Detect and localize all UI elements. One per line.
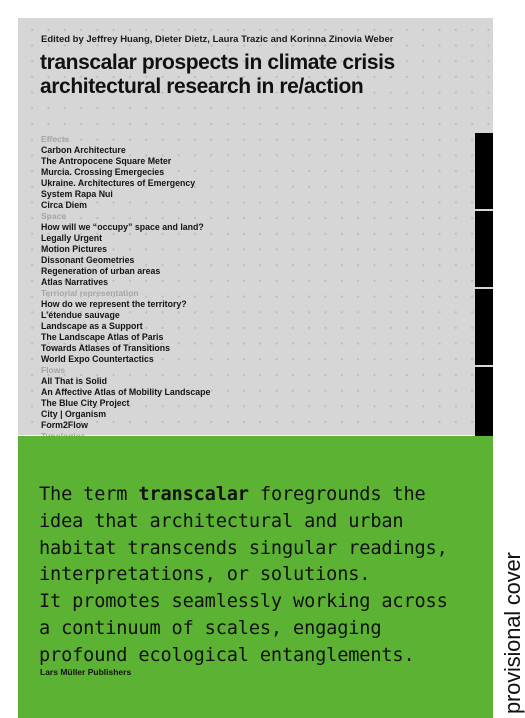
toc-section-flows: [41, 365, 341, 431]
blurb-line: profound ecological entanglements.: [39, 644, 415, 666]
toc-item: Form2Flow: [41, 420, 88, 430]
toc-item: Towards Atlases of Transitions: [41, 343, 171, 353]
toc-item: World Expo Countertactics: [41, 354, 154, 364]
blurb-line-1-start: The term: [39, 484, 139, 505]
book-title: [40, 51, 395, 98]
blurb-line: habitat transcends singular readings,: [39, 537, 448, 559]
toc-section-header: Terriorial representation: [41, 288, 139, 298]
publisher-name: Lars Müller Publishers: [40, 667, 132, 677]
blurb-line: idea that architectural and urban: [39, 510, 404, 532]
blurb-line-1-end: foregrounds the: [248, 484, 426, 505]
title-line-1: transcalar prospects in climate crisis: [40, 51, 395, 74]
blurb-line: a continuum of scales, engaging: [39, 617, 382, 639]
toc-item: Atlas Narratives: [41, 277, 108, 287]
blurb-text: [39, 482, 448, 670]
toc-item: How will we “occupy” space and land?: [41, 222, 204, 232]
cover-bottom-panel: [18, 436, 493, 718]
section-tab-marker: [475, 289, 493, 365]
blurb-keyword: transcalar: [138, 484, 249, 505]
toc-item: Circa Diem: [41, 200, 87, 210]
toc-item: Regeneration of urban areas: [41, 266, 161, 276]
toc-section-territorial-representation: [41, 288, 341, 365]
side-label-text: provisional cover: [500, 552, 525, 714]
toc-item: Ukraine. Architectures of Emergency: [41, 178, 196, 188]
table-of-contents: [41, 134, 341, 464]
toc-item: Dissonant Geometries: [41, 255, 135, 265]
toc-item: All That is Solid: [41, 376, 107, 386]
toc-item: An Affective Atlas of Mobility Landscape: [41, 387, 211, 397]
editors-line: Edited by Jeffrey Huang, Dieter Dietz, Laura Trazic and Korinna Zinovia Weber: [41, 34, 394, 45]
blurb-line: It promotes seamlessly working across: [39, 591, 448, 613]
toc-section-space: [41, 211, 341, 288]
toc-item: System Rapa Nui: [41, 189, 113, 199]
section-tab-marker: [475, 367, 493, 443]
toc-section-header: Space: [41, 211, 67, 221]
toc-item: The Landscape Atlas of Paris: [41, 332, 164, 342]
provisional-cover-label: [496, 526, 525, 716]
section-tabs: [475, 133, 493, 445]
toc-item: Landscape as a Support: [41, 321, 143, 331]
toc-item: The Antropocene Square Meter: [41, 156, 172, 166]
blurb-line: interpretations, or solutions.: [39, 564, 371, 586]
toc-item: L’étendue sauvage: [41, 310, 120, 320]
toc-section-header: Flows: [41, 365, 66, 375]
toc-item: Motion Pictures: [41, 244, 107, 254]
blurb-line: [39, 482, 448, 509]
toc-item: City | Organism: [41, 409, 107, 419]
cover-top-panel: [18, 18, 493, 435]
toc-item: Carbon Architecture: [41, 145, 126, 155]
toc-section-effects: [41, 134, 341, 211]
toc-section-header: Effects: [41, 134, 70, 144]
title-line-2: architectural research in re/action: [40, 74, 364, 98]
toc-item: Legally Urgent: [41, 233, 103, 243]
toc-item: Murcia. Crossing Emergecies: [41, 167, 165, 177]
section-tab-marker: [475, 133, 493, 209]
toc-item: The Blue City Project: [41, 398, 130, 408]
toc-item: How do we represent the territory?: [41, 299, 187, 309]
section-tab-marker: [475, 211, 493, 287]
